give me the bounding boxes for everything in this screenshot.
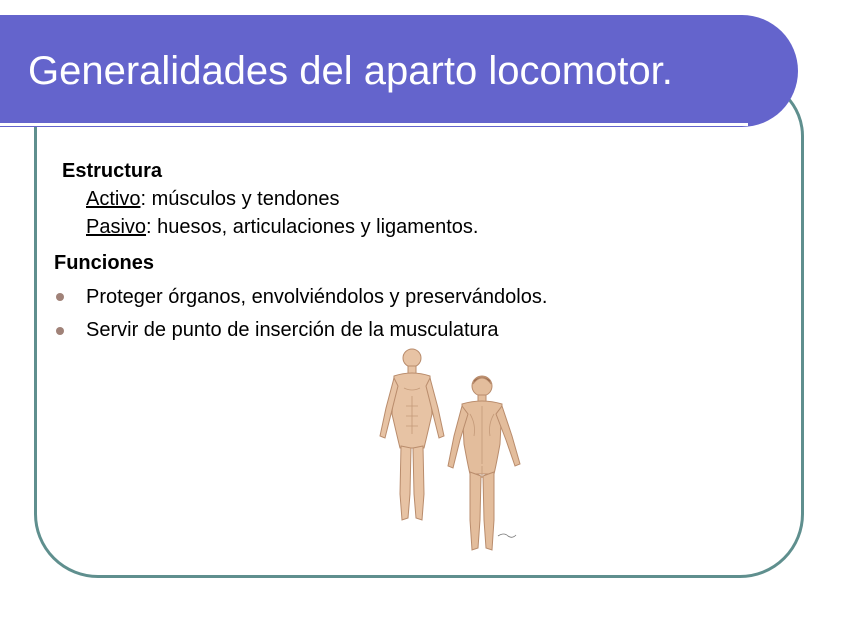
title-bar [0,15,798,127]
human-anatomy-icon [366,344,536,556]
bullet-item: Servir de punto de inserción de la musculatura [86,319,499,341]
activo-label: Activo [86,188,141,210]
title-underline [0,123,748,126]
activo-line [86,187,339,211]
pasivo-text: : huesos, articulaciones y ligamentos. [146,216,479,238]
slide-title: Generalidades del aparto locomotor. [28,49,673,93]
pasivo-label: Pasivo [86,216,147,238]
bullet-dot [56,327,64,335]
activo-text: : músculos y tendones [140,188,340,210]
pasivo-line [86,215,478,239]
funciones-heading: Funciones [54,252,155,274]
estructura-heading: Estructura [62,160,163,182]
bullet-dot [56,293,64,301]
bullet-item: Proteger órganos, envolviéndolos y preservándolos. [86,286,548,308]
